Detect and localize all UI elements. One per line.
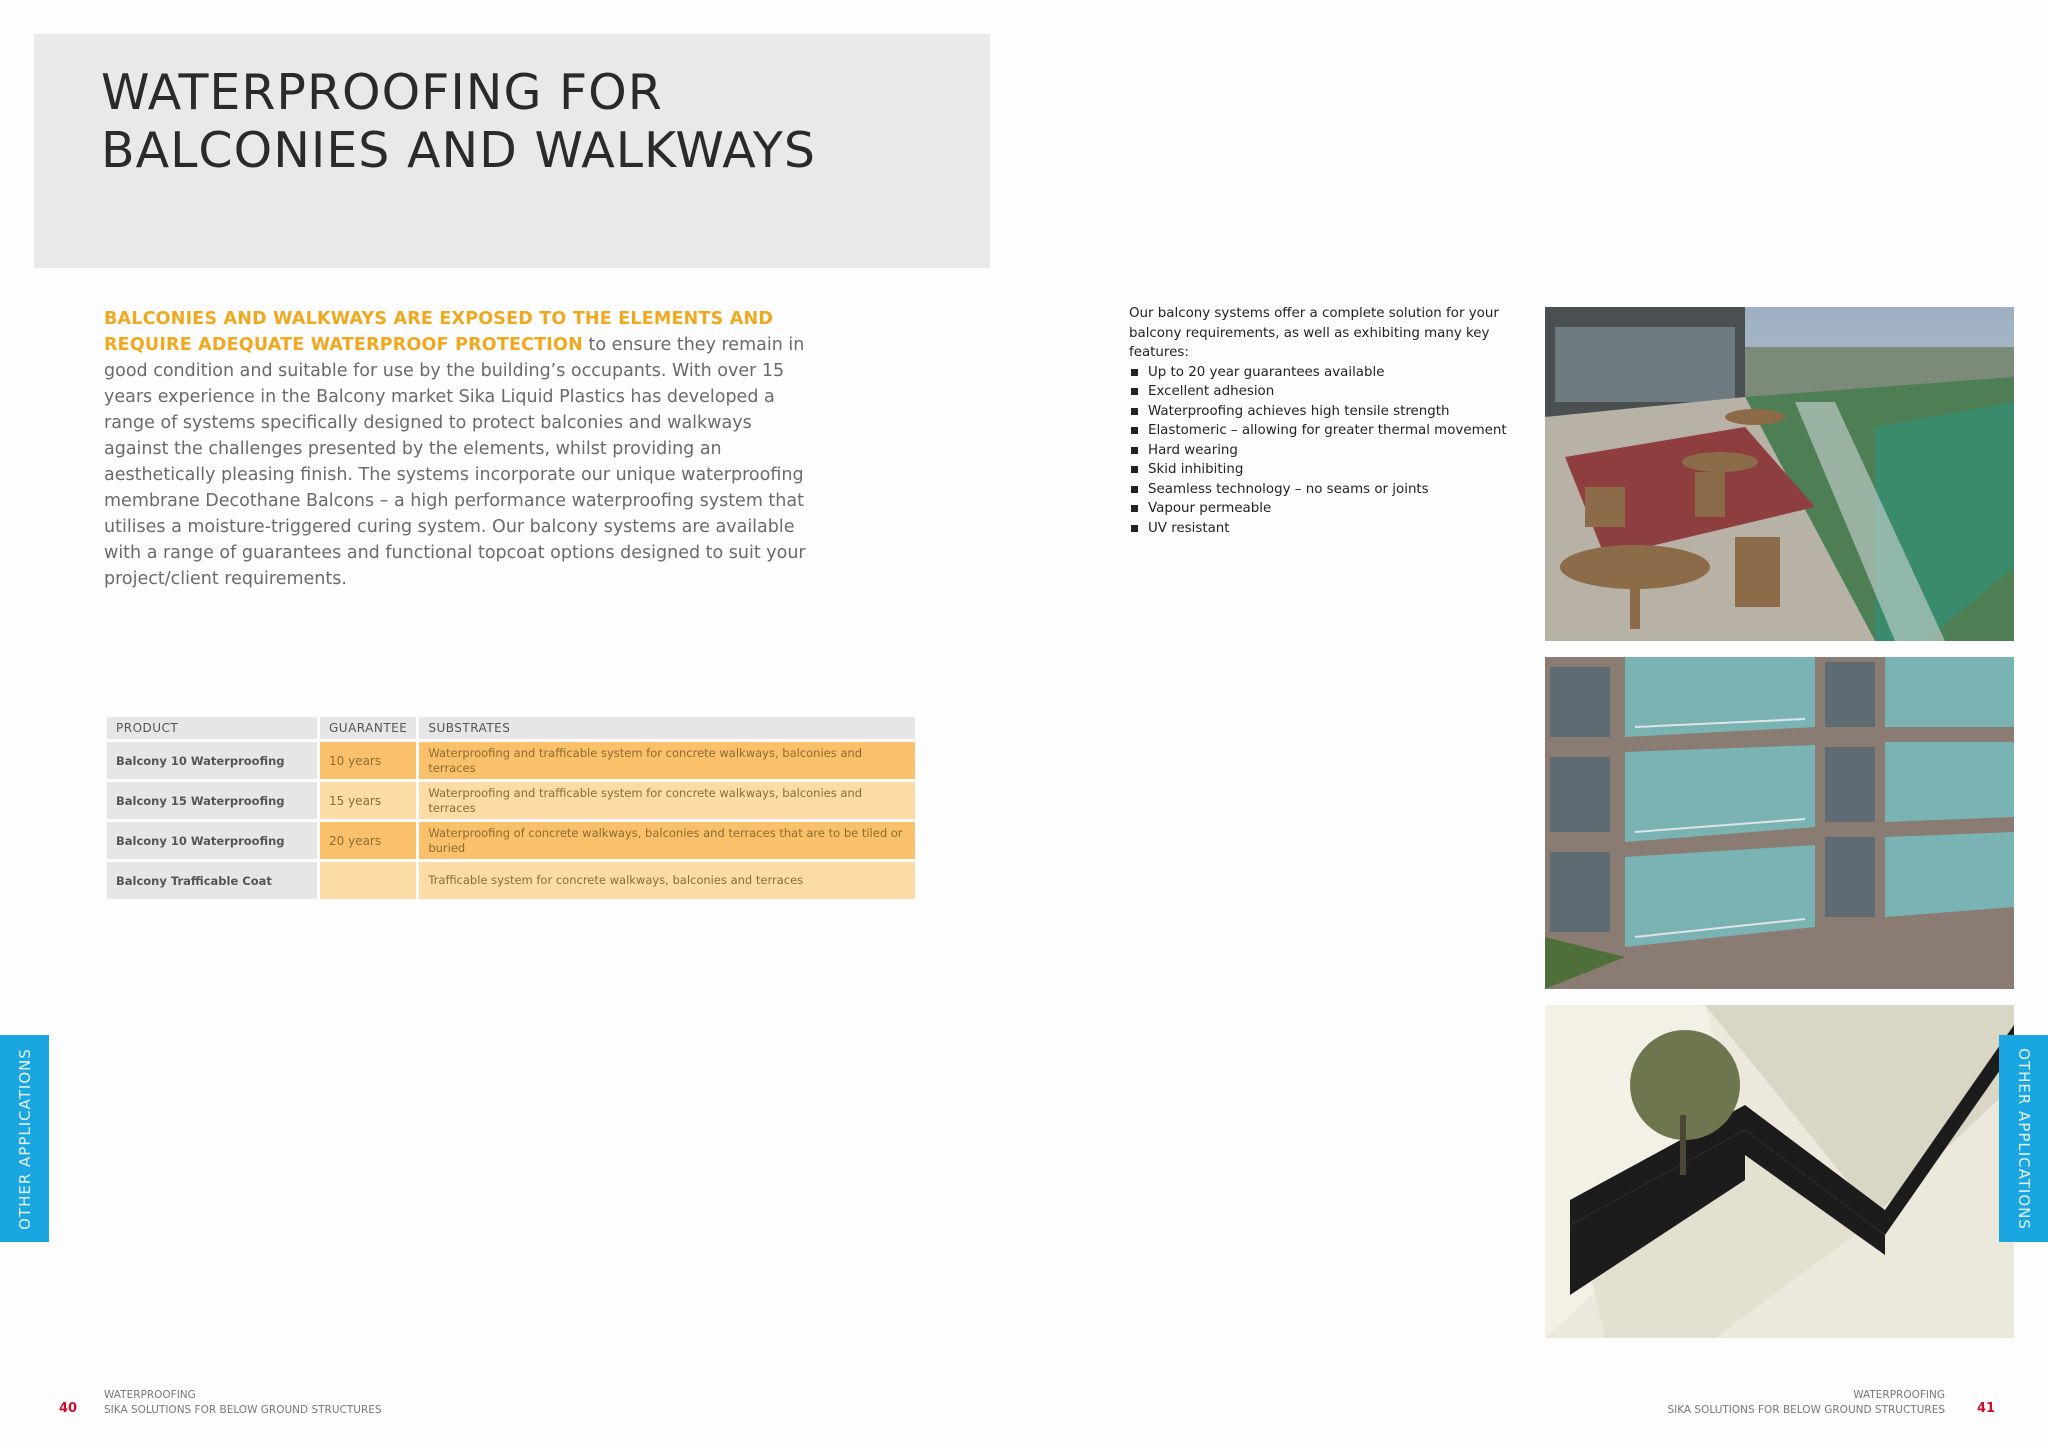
- table-header-row: [107, 717, 915, 739]
- substrates-cell: Waterproofing of concrete walkways, balconies and terraces that are to be tiled or buried: [419, 822, 915, 859]
- product-table: [104, 714, 918, 902]
- intro-body: to ensure they remain in good condition and suitable for use by the building’s occupants. With over 15 years experience in the Balcony market Sika Liquid Plastics has developed a range of systems specifically designed to protect balconies and walkways against the challenges presented by the elements, whilst providing an aesthetically pleasing finish. The systems incorporate our unique waterproofing membrane Decothane Balcons – a high performance waterproofing system that utilises a moisture-triggered curing system. Our balcony systems are available with a range of guarantees and functional topcoat options designed to suit your project/client requirements.: [104, 335, 806, 589]
- list-item: Skid inhibiting: [1129, 460, 1529, 480]
- list-item: Vapour permeable: [1129, 499, 1529, 519]
- side-tab-label: OTHER APPLICATIONS: [2014, 1047, 2033, 1230]
- substrates-cell: Waterproofing and trafficable system for concrete walkways, balconies and terraces: [419, 742, 915, 779]
- product-cell: Balcony 10 Waterproofing: [107, 822, 317, 859]
- header-guarantee: GUARANTEE: [320, 717, 416, 739]
- footer-right: [1667, 1388, 1945, 1418]
- table-row: [107, 822, 915, 859]
- table-row: [107, 742, 915, 779]
- table-row: [107, 862, 915, 899]
- side-tab-left: [0, 1035, 49, 1242]
- footer-left: [104, 1388, 382, 1418]
- table-row: [107, 782, 915, 819]
- title-line-2: BALCONIES AND WALKWAYS: [101, 122, 816, 179]
- footer-line-2: SIKA SOLUTIONS FOR BELOW GROUND STRUCTURES: [104, 1404, 382, 1416]
- list-item: Hard wearing: [1129, 441, 1529, 461]
- features-list: [1129, 363, 1529, 539]
- photo-rooftop-terrace: [1545, 307, 2014, 641]
- substrates-cell: Waterproofing and trafficable system for concrete walkways, balconies and terraces: [419, 782, 915, 819]
- list-item: Seamless technology – no seams or joints: [1129, 480, 1529, 500]
- list-item: Elastomeric – allowing for greater thermal movement: [1129, 421, 1529, 441]
- footer-line-1: WATERPROOFING: [104, 1389, 196, 1401]
- product-cell: Balcony Trafficable Coat: [107, 862, 317, 899]
- list-item: Excellent adhesion: [1129, 382, 1529, 402]
- page-title: [101, 64, 816, 180]
- header-product: PRODUCT: [107, 717, 317, 739]
- features-block: [1129, 304, 1529, 538]
- page-number-right: 41: [1977, 1401, 1996, 1416]
- list-item: Up to 20 year guarantees available: [1129, 363, 1529, 383]
- side-tab-right: [1999, 1035, 2048, 1242]
- footer-line-1: WATERPROOFING: [1853, 1389, 1945, 1401]
- guarantee-cell: [320, 862, 416, 899]
- product-cell: Balcony 10 Waterproofing: [107, 742, 317, 779]
- substrates-cell: Trafficable system for concrete walkways, balconies and terraces: [419, 862, 915, 899]
- product-cell: Balcony 15 Waterproofing: [107, 782, 317, 819]
- header-substrates: SUBSTRATES: [419, 717, 915, 739]
- list-item: UV resistant: [1129, 519, 1529, 539]
- intro-paragraph: [104, 306, 806, 592]
- title-line-1: WATERPROOFING FOR: [101, 64, 663, 121]
- side-tab-label: OTHER APPLICATIONS: [15, 1047, 34, 1230]
- guarantee-cell: 15 years: [320, 782, 416, 819]
- page-number-left: 40: [59, 1401, 78, 1416]
- list-item: Waterproofing achieves high tensile strength: [1129, 402, 1529, 422]
- photo-building-facade: [1545, 657, 2014, 989]
- footer-line-2: SIKA SOLUTIONS FOR BELOW GROUND STRUCTURES: [1667, 1404, 1945, 1416]
- guarantee-cell: 10 years: [320, 742, 416, 779]
- features-intro: Our balcony systems offer a complete solution for your balcony requirements, as well as exhibiting many key features:: [1129, 306, 1499, 360]
- guarantee-cell: 20 years: [320, 822, 416, 859]
- photo-iron-balcony: [1545, 1005, 2014, 1338]
- intro-lead: BALCONIES AND WALKWAYS ARE EXPOSED TO THE ELEMENTS AND REQUIRE ADEQUATE WATERPROOF PROTECTION: [104, 309, 774, 355]
